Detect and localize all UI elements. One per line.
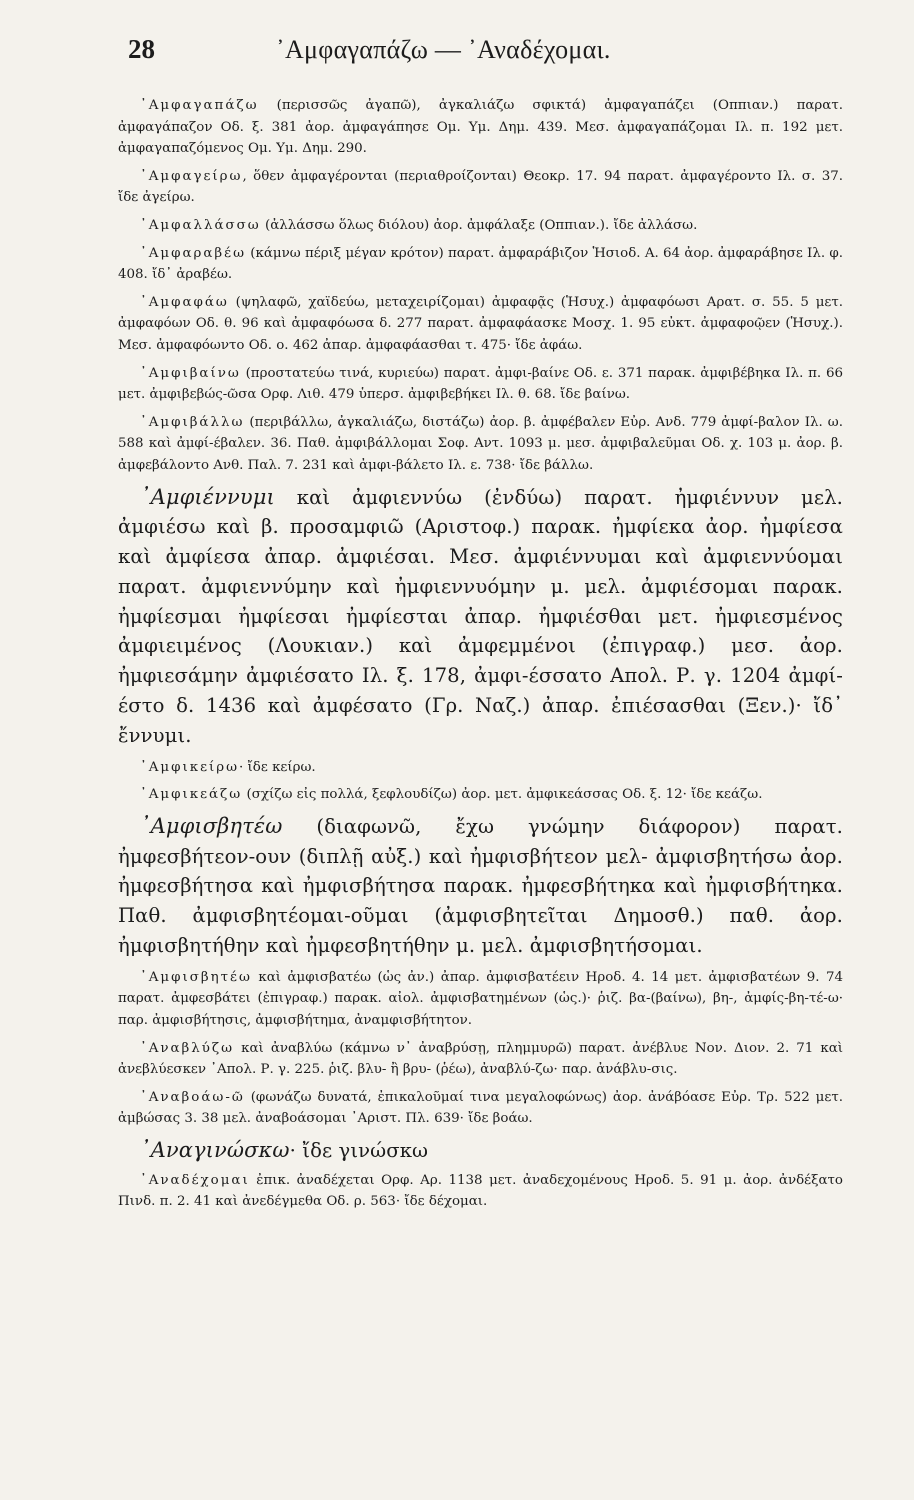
entry-headword: ᾿Αμφαγαπάζω (140, 98, 259, 113)
dictionary-entries (118, 95, 843, 1219)
entry-headword: ᾿Αμφαλλάσσω (140, 217, 261, 233)
page-header (128, 34, 828, 74)
entry-headword: ᾿Αμφικεάζω (140, 787, 243, 803)
dictionary-entry (118, 363, 843, 406)
entry-headword: ᾿Αμφικείρω (140, 759, 240, 775)
dictionary-entry (118, 243, 843, 286)
dictionary-entry (118, 1038, 843, 1081)
dictionary-entry (118, 757, 843, 779)
entry-text: καὶ ἀναβλύω (κάμνω ν᾿ ἀναβρύσῃ, πλημμυρῶ) παρατ. ἀνέβλυε Νον. Διον. 2. 71 καὶ ἀνεβλύεσκεν ᾿Απολ. Ρ. γ. 225. ῥιζ. βλυ- ἢ βρυ- (ῥέω), ἀναβλύ-ζω· παρ. ἀνάβλυ-σις. (118, 1040, 843, 1078)
entry-headword: ᾿Αμφιέννυμι (140, 484, 275, 509)
dictionary-entry-major (118, 483, 843, 751)
entry-text: (κάμνω πέριξ μέγαν κρότον) παρατ. ἀμφαράβιζον Ἡσιοδ. Α. 64 ἀορ. ἀμφαράβησε Ιλ. φ. 408. ἴδ᾿ ἀραβέω. (118, 245, 843, 283)
dictionary-entry (118, 412, 843, 477)
page-number: 28 (128, 34, 155, 64)
dictionary-entry (118, 1170, 843, 1213)
dictionary-entry (118, 215, 843, 237)
dictionary-entry-major (118, 812, 843, 961)
entry-text: (ἀλλάσσω ὅλως διόλου) ἀορ. ἀμφάλαξε (Οππιαν.). ἴδε ἀλλάσω. (260, 217, 698, 233)
entry-text: · ἴδε γινώσκω (289, 1139, 429, 1162)
entry-headword: ᾿Αναβοάω-ῶ (140, 1089, 245, 1105)
running-head: ᾿Αμφαγαπάζω — ᾿Αναδέχομαι. (276, 35, 611, 64)
entry-text: καὶ ἀμφισβατέω (ὡς ἀν.) ἀπαρ. ἀμφισβατέειν Ηροδ. 4. 14 μετ. ἀμφισβατέων 9. 74 παρατ. ἀμφεσβάτει (ἐπιγραφ.) παρακ. αἰολ. ἀμφισβατημένων (ὡς.)· ῥιζ. βα-(βαίνω), βη-, ἀμφίς-βη-τέ-ω· παρ. ἀμφισβήτησις, ἀμφισβήτημα, ἀναμφισβήτητον. (118, 969, 843, 1029)
entry-text: καὶ ἀμφιεννύω (ἐνδύω) παρατ. ἠμφιέννυν μελ. ἀμφιέσω καὶ β. προσαμφιῶ (Αριστοφ.) παρακ. ἠμφίεκα ἀορ. ἠμφίεσα καὶ ἀμφίεσα ἀπαρ. ἀμφιέσαι. Μεσ. ἀμφιέννυμαι καὶ ἀμφιεννύομαι παρατ. ἀμφιεννύμην καὶ ἠμφιεννυόμην μ. μελ. ἀμφιέσομαι παρακ. ἠμφίεσμαι ἠμφίεσαι ἠμφίεσται ἀπαρ. ἠμφιέσθαι μετ. ἠμφιεσμένος ἀμφιειμένος (Λουκιαν.) καὶ ἀμφεμμένοι (ἐπιγραφ.) μεσ. ἀορ. ἠμφιεσάμην ἀμφιέσατο Ιλ. ξ. 178, ἀμφι-έσσατο Απολ. Ρ. γ. 1204 ἀμφί-έστο δ. 1436 καὶ ἀμφέσατο (Γρ. Ναζ.) ἀπαρ. ἐπιέσασθαι (Ξεν.)· ἴδ᾿ ἔννυμι. (118, 485, 843, 747)
dictionary-entry (118, 95, 843, 160)
entry-headword: ᾿Αμφαφάω (140, 294, 229, 310)
dictionary-entry-major (118, 1136, 843, 1166)
entry-text: (φωνάζω δυνατά, ἐπικαλοῦμαί τινα μεγαλοφώνως) ἀορ. ἀνάβόασε Εὐρ. Τρ. 522 μετ. ἀμβώσας 3. 38 μελ. ἀναβοάσομαι ᾿Αριστ. Πλ. 639· ἴδε βοάω. (118, 1089, 843, 1127)
entry-text: (σχίζω εἰς πολλά, ξεφλουδίζω) ἀορ. μετ. ἀμφικεάσσας Οδ. ξ. 12· ἴδε κεάζω. (242, 787, 763, 803)
dictionary-entry (118, 166, 843, 209)
entry-headword: ᾿Αναδέχομαι (140, 1172, 250, 1188)
dictionary-entry (118, 784, 843, 806)
entry-headword: ᾿Αναβλύζω (140, 1040, 235, 1056)
entry-headword: ᾿Αμφαραβέω (140, 245, 246, 261)
entry-headword: ᾿Αμφιβάλλω (140, 414, 245, 430)
dictionary-entry (118, 967, 843, 1032)
entry-headword: ᾿Αμφαγείρω (140, 168, 243, 184)
entry-text: , ὅθεν ἀμφαγέρονται (περιαθροίζονται) Θεοκρ. 17. 94 παρατ. ἀμφαγέροντο Ιλ. σ. 37. ἴδε ἀγείρω. (118, 168, 843, 206)
entry-text: (ψηλαφῶ, χαϊδεύω, μεταχειρίζομαι) ἀμφαφᾷς (Ἡσυχ.) ἀμφαφόωσι Αρατ. σ. 55. 5 μετ. ἀμφαφόων Οδ. θ. 96 καὶ ἀμφαφόωσα δ. 277 παρατ. ἀμφαφάασκε Μοσχ. 1. 95 εὐκτ. ἀμφαφοῷεν (Ἡσυχ.). Μεσ. ἀμφαφόωντο Οδ. ο. 462 ἀπαρ. ἀμφαφάασθαι τ. 475· ἴδε ἀφάω. (118, 294, 843, 353)
entry-headword: ᾿Αμφισβητέω (140, 969, 252, 985)
entry-text: · ἴδε κείρω. (239, 759, 316, 775)
entry-text: (περισσῶς ἀγαπῶ), ἀγκαλιάζω σφικτά) ἀμφαγαπάζει (Οππιαν.) παρατ. ἀμφαγάπαζον Οδ. ξ. 381 ἀορ. ἀμφαγάπησε Ομ. Υμ. Δημ. 439. Μεσ. ἀμφαγαπάζομαι Ιλ. π. 192 μετ. ἀμφαγαπαζόμενος Ομ. Υμ. Δημ. 290. (118, 98, 843, 157)
dictionary-entry (118, 292, 843, 357)
entry-text: ἐπικ. ἀναδέχεται Ορφ. Αρ. 1138 μετ. ἀναδεχομένους Ηροδ. 5. 91 μ. ἀορ. ἀνδέξατο Πινδ. π. 2. 41 καὶ ἀνεδέγμεθα Οδ. ρ. 563· ἴδε δέχομαι. (118, 1172, 843, 1210)
entry-headword: ᾿Αναγινώσκω (140, 1138, 290, 1162)
entry-headword: ᾿Αμφιβαίνω (140, 365, 241, 381)
dictionary-entry (118, 1087, 843, 1130)
entry-text: (προστατεύω τινά, κυριεύω) παρατ. ἀμφι-βαίνε Οδ. ε. 371 παρακ. ἀμφιβέβηκα Ιλ. π. 66 μετ. ἀμφιβεβώς-ῶσα Ορφ. Λιθ. 479 ὑπερσ. ἀμφιβεβήκει Ιλ. θ. 68. ἴδε βαίνω. (118, 365, 843, 403)
entry-text: (περιβάλλω, ἀγκαλιάζω, διστάζω) ἀορ. β. ἀμφέβαλεν Εὐρ. Ανδ. 779 ἀμφί-βαλον Ιλ. ω. 588 καὶ ἀμφί-έβαλεν. 36. Παθ. ἀμφιβάλλομαι Σοφ. Αντ. 1093 μ. μεσ. ἀμφιβαλεῦμαι Οδ. χ. 103 μ. ἀορ. β. ἀμφεβάλοντο Ανθ. Παλ. 7. 231 καὶ ἀμφι-βάλετο Ιλ. ε. 738· ἴδε βάλλω. (118, 414, 843, 473)
entry-headword: ᾿Αμφισβητέω (140, 813, 283, 838)
entry-text: (διαφωνῶ, ἔχω γνώμην διάφορον) παρατ. ἠμφεσβήτεον-ουν (διπλῇ αὐξ.) καὶ ἠμφισβήτεον μελ- ἀμφισβητήσω ἀορ. ἠμφεσβήτησα καὶ ἠμφισβήτησα παρακ. ἠμφεσβήτηκα καὶ ἠμφισβήτηκα. Παθ. ἀμφισβητέομαι-οῦμαι (ἀμφισβητεῖται Δημοσθ.) παθ. ἀορ. ἠμφισβητήθην καὶ ἠμφεσβητήθην μ. μελ. ἀμφισβητήσομαι. (118, 814, 843, 958)
